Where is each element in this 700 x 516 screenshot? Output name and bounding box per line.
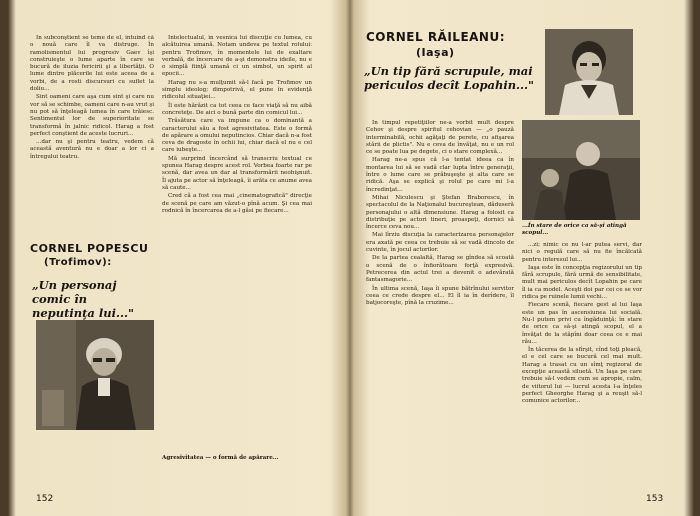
actor2-photo bbox=[545, 29, 633, 115]
right-photo-caption: ...În stare de orice ca să-şi atingă scopul... bbox=[522, 223, 627, 236]
paragraph: ...zi; nimic ce nu l-ar putea servi, dar nici o regulă care să nu fie încălcată pentru interesul lui... bbox=[522, 242, 642, 263]
paragraph: În ultima scenă, Iaşa îi spune bătrînului servitor ceea ce crede despre el... El îl ia în derîdere, îl batjocoreşte, pînă la cruzime... bbox=[366, 285, 514, 307]
paragraph: În tăcerea de la sfîrşit, cînd toţi pleacă, el e cel care se bucură cel mai mult. Harag a trasat cu un sîmţ regizoral de excepţie această siluetă. Un Iaşa pe care trebuie să-l vedem cum se apropie, calm, de viitorul lui — lucrul acesta l-a înţeles perfect Gheorghe Harag şi a reuşit să-l comunice actorilor... bbox=[522, 347, 642, 405]
paragraph: Mă surprind încercând să transcriu textual ce spunea Harag despre acest rol. Vorbea foarte rar pe scenă, dar avea un dar al transformării neobişnuit. Îl ajuta pe actor să înţeleagă, îi arăta ce anume avea să caute... bbox=[162, 155, 312, 191]
paragraph: ...dar nu şi pentru teatru, vedem că această aventură nu e doar a lor ci a întregului teatru. bbox=[30, 139, 154, 160]
left-photo-caption: Agresivitatea — o formă de apărare... bbox=[162, 455, 279, 461]
right-column-1 bbox=[366, 120, 514, 488]
actor2-name: CORNEL RĂILEANU: bbox=[366, 30, 506, 44]
actor1-name: CORNEL POPESCU bbox=[30, 242, 149, 255]
paragraph: Trăsătura care va impune ca o dominantă a caracterului său a fost agresivitatea. Este o formă de apărare a omului neputincios. Chiar dacă n-a fost ceva de dragoste în ochii lui, chiar dacă el nu e cel care iubeşte... bbox=[162, 118, 312, 154]
left-column-2 bbox=[162, 35, 312, 440]
paragraph: Harag nu s-a mulţumit să-l facă pe Trofimov un simplu ideolog; dimpotrivă, el pune în evidenţă ridicolul situaţiei... bbox=[162, 79, 312, 101]
paragraph: In subconştient se teme de el, intuind că o nouă care îl va distruge. În ramolismentul lui progresiv Gaev îşi construieşte o lume aparte în care se bucură de iluzia fericirii şi a libertăţii. O lume dintre plăcerile lui este aceea de a vorbi, de a rosti discursuri cu suflet la doliu... bbox=[30, 35, 154, 93]
paragraph: Harag ne-a spus că l-a tentat ideea ca în montarea lui să se vadă clar lupta între generaţii, între o lume care se prăbuşeşte şi alta care se ridică. Aşa se explică şi rolul pe care mi l-a încredinţat... bbox=[366, 157, 514, 193]
actor2-city: (Iaşa) bbox=[416, 46, 455, 59]
paragraph: De la partea cealaltă, Harag se gîndea să scoată o scenă de o înfiorătoare forţă expresivă. Petrecerea din actul trei a devenit o adevărată fantasmagorie... bbox=[366, 255, 514, 284]
paragraph: Intelectualul, în vesnica lui discuţie cu lumea, cu alcătuirea umană. Notam undeva pe textul rolului: pentru Trofimov, în momentele lui de exaltare verbală, de încercare de a-şi demonstra ideile, nu e o simplă fiinţă umană ci un simbol, un spirit al epocii... bbox=[162, 35, 312, 78]
actor1-photo bbox=[36, 320, 154, 430]
scene-image bbox=[522, 120, 640, 220]
left-page-number: 152 bbox=[36, 494, 54, 504]
paragraph: În timpul repetiţiilor ne-a vorbit mult despre Cehov şi despre spiritul cehovian — „o pauză interminabilă, ochii agăţaţi de perete, cu afişarea stării de plictis". Nu e ceva de învăţat, nu e un rol ce se poate lua pe degete, ci o stare complexă... bbox=[366, 120, 514, 156]
paragraph: Mai lîrziu discuţia la caracterizarea personajelor era axată pe ceea ce trebuie să se vadă dincolo de cuvinte, în jocul actorilor. bbox=[366, 232, 514, 254]
paragraph: Îl este hărăzit ca tot ceea ce face viaţă să nu aibă concreteţe. De aici o bună parte din comicul lui... bbox=[162, 102, 312, 116]
paragraph: Fiecare scenă, fiecare gest al lui Iaşa este un pas în ascensiunea lui socială. Nu-l putem privi cu îngăduinţă; în stare de orice ca să-şi atingă scopul, el a învăţat de la stăpîni doar ceea ce e mai rău... bbox=[522, 302, 642, 345]
left-page bbox=[14, 0, 344, 516]
actor1-portrait-image bbox=[36, 320, 154, 430]
right-page-number: 153 bbox=[646, 494, 664, 504]
actor1-role: (Trofimov): bbox=[44, 257, 112, 268]
actor2-quote: „Un tip fără scrupule, mai periculos decît Lopahin..." bbox=[364, 64, 535, 92]
actor2-portrait-image bbox=[545, 29, 633, 115]
right-column-2 bbox=[522, 242, 642, 490]
paragraph: Sint oameni care aşa cum sint şi care nu vor să se schimbe, oameni care n-au vrut şi nu pot să înţeleagă lumea în care trăiesc. Sentimentul lor de superioritate se transformă în jalnic ridicol. Harag a fost perfect conştient de aceste lucruri... bbox=[30, 94, 154, 137]
paragraph: Cred că a fost cea mai „cinematografică" direcţie de scenă pe care am văzut-o pînă acum. Şi cea mai rodnică în încercarea de a-l găsi pe fiecare... bbox=[162, 193, 312, 214]
right-page bbox=[356, 0, 686, 516]
paragraph: Mihai Niculescu şi Ştefan Braborescu, în spectacolul de la Naţionalul bucureştean, dăduseră personajului o altă dimensiune. Harag a folosit ca distribuţie pe actori tineri, proaspeţi, dornici să încerce ceva nou... bbox=[366, 194, 514, 231]
actor1-quote: „Un personaj comic în neputinţa lui..." bbox=[32, 278, 134, 320]
actor2-scene-photo bbox=[522, 120, 640, 220]
paragraph: Iaşa este în concepţia regizorului un tip fără scrupule, fără urmă de sensibilitate, mult mai periculos decît Lopahin pe care îl ia ca model. Aceşti doi par cei ce se vor ridica pe ruinele lumii vechi... bbox=[522, 264, 642, 301]
